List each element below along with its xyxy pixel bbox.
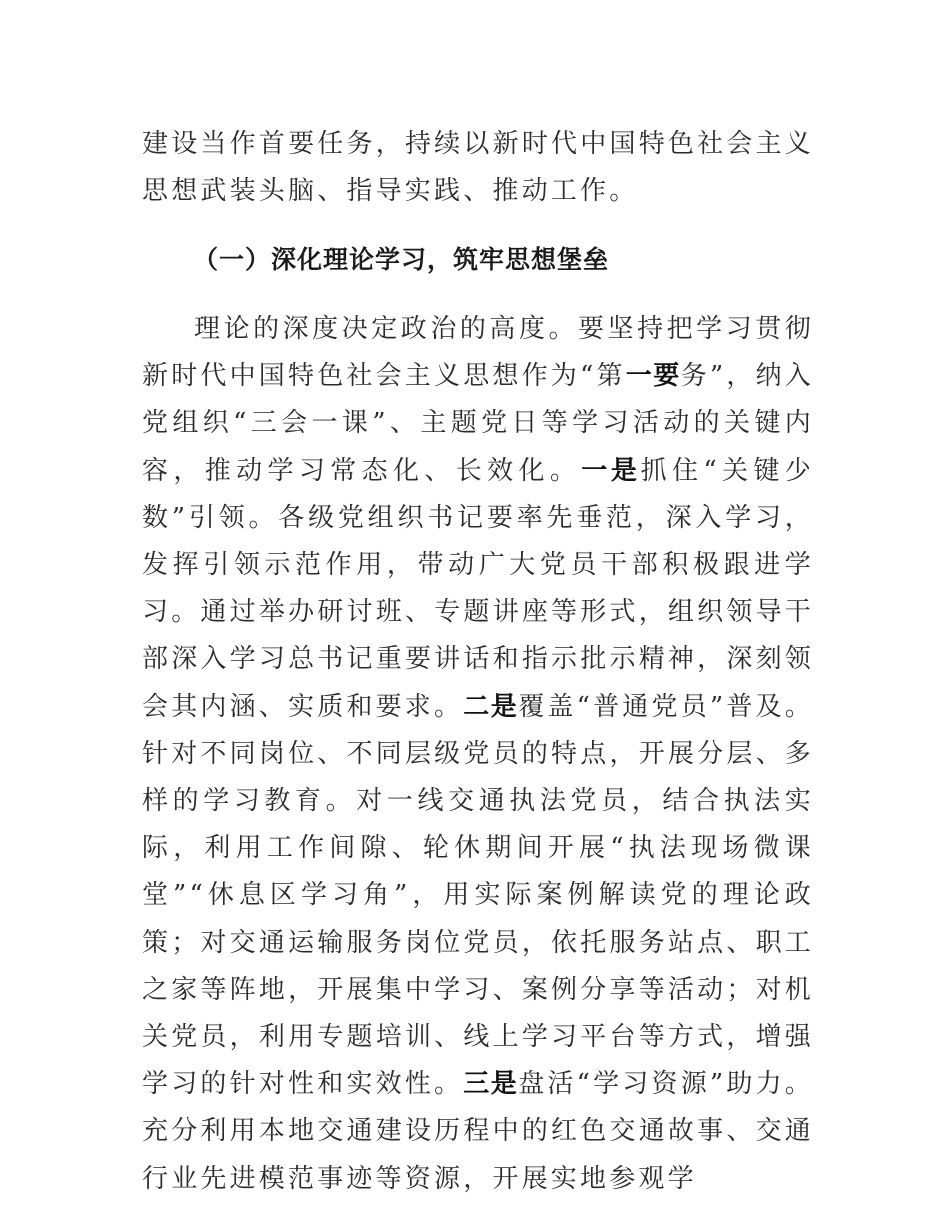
- body-paragraph: [142, 306, 814, 1203]
- section-heading: （一）深化理论学习，筑牢思想堡垒: [193, 245, 610, 274]
- point-3-label: 三是: [463, 1069, 519, 1100]
- point-2-text: 覆盖“普通党员”普及。针对不同岗位、不同层级党员的特点，开展分层、多样的学习教育。对一线交通执法党员，结合执法实际，利用工作间隙、轮休期间开展“执法现场微课堂”“休息区学习角”，用实际案例解读党的理论政策；对交通运输服务岗位党员，依托服务站点、职工之家等阵地，开展集中学习、案例分享等活动；对机关党员，利用专题培训、线上学习平台等方式，增强学习的针对性和实效性。: [142, 691, 815, 1100]
- point-1-label: 一是: [581, 455, 641, 486]
- point-3-text: 盘活“学习资源”助力。充分利用本地交通建设历程中的红色交通故事、交通行业先进模范事迹等资源，开展实地参观学: [142, 1069, 815, 1194]
- body-segment-2: 务”，纳入党组织“三会一课”、主题党日等学习活动的关键内容，推动学习常态化、长效化。: [142, 361, 815, 486]
- point-2-label: 二是: [463, 691, 519, 722]
- body-bold-segment: 一要: [625, 361, 681, 392]
- point-1-text: 抓住“关键少数”引领。各级党组织书记要率先垂范，深入学习，发挥引领示范作用，带动广大党员干部积极跟进学习。通过举办研讨班、专题讲座等形式，组织领导干部深入学习总书记重要讲话和指示批示精神，深刻领会其内涵、实质和要求。: [142, 455, 814, 722]
- intro-paragraph: 建设当作首要任务，持续以新时代中国特色社会主义思想武装头脑、指导实践、推动工作。: [142, 129, 814, 207]
- body-segment-1: 理论的深度决定政治的高度。要坚持把学习贯彻新时代中国特色社会主义思想作为“第: [142, 314, 814, 392]
